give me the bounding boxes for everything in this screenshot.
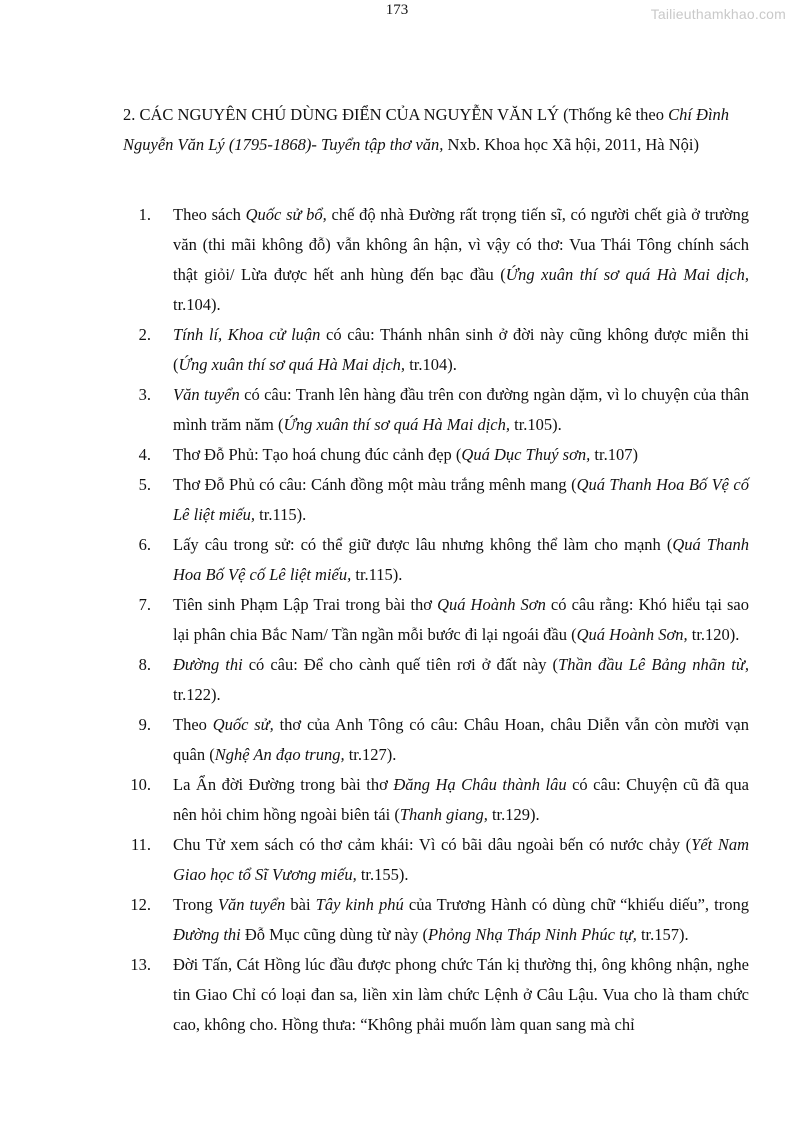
watermark: Tailieuthamkhao.com [650,6,786,22]
list-item: 3. Văn tuyển có câu: Tranh lên hàng đầu trên con đường ngàn dặm, vì lo chuyện của thân mình trăm năm (Ứng xuân thí sơ quá Hà Mai dịch, tr.105). [138,385,749,434]
notes-list [123,200,749,1040]
section-heading: 2. CÁC NGUYÊN CHÚ DÙNG ĐIỂN CỦA NGUYỄN VĂN LÝ (Thống kê theo Chí Đình Nguyễn Văn Lý (1795-1868)- Tuyển tập thơ văn, Nxb. Khoa học Xã hội, 2011, Hà Nội) [123,105,730,154]
page-number: 173 [385,2,409,18]
list-item: 12. Trong Văn tuyển bài Tây kinh phú của Trương Hành có dùng chữ “khiếu diếu”, trong Đường thi Đỗ Mục cũng dùng từ này (Phỏng Nhạ Tháp Ninh Phúc tự, tr.157). [130,895,749,944]
list-item: 6. Lấy câu trong sử: có thể giữ được lâu nhưng không thể làm cho mạnh (Quá Thanh Hoa Bố Vệ cố Lê liệt miếu, tr.115). [138,535,749,584]
list-item: 1. Theo sách Quốc sử bổ, chế độ nhà Đường rất trọng tiến sĩ, có người chết già ở trường văn (thi mãi không đỗ) vẫn không ân hận, vì vậy có thơ: Vua Thái Tông chính sách thật giỏi/ Lừa được hết anh hùng đến bạc đầu (Ứng xuân thí sơ quá Hà Mai dịch, tr.104). [138,205,750,314]
list-item: 7. Tiên sinh Phạm Lập Trai trong bài thơ Quá Hoành Sơn có câu rằng: Khó hiểu tại sao lại phân chia Bắc Nam/ Tần ngần mỗi bước đi lại ngoái đầu (Quá Hoành Sơn, tr.120). [138,595,749,644]
list-item: 10. La Ẩn đời Đường trong bài thơ Đăng Hạ Châu thành lâu có câu: Chuyện cũ đã qua nên hỏi chim hồng ngoài biên tái (Thanh giang, tr.129). [130,775,749,824]
list-item: 5. Thơ Đỗ Phủ có câu: Cánh đồng một màu trắng mênh mang (Quá Thanh Hoa Bố Vệ cố Lê liệt miếu, tr.115). [138,475,749,524]
list-item: 8. Đường thi có câu: Để cho cành quế tiên rơi ở đất này (Thần đầu Lê Bảng nhãn từ, tr.122). [138,655,749,704]
list-item: 11. Chu Tử xem sách có thơ cảm khái: Vì có bãi dâu ngoài bến có nước chảy (Yết Nam Giao học tổ Sĩ Vương miếu, tr.155). [130,835,749,884]
list-item: 4. Thơ Đỗ Phủ: Tạo hoá chung đúc cảnh đẹp (Quá Dục Thuý sơn, tr.107) [138,445,638,464]
list-item: 9. Theo Quốc sử, thơ của Anh Tông có câu: Châu Hoan, châu Diễn vẫn còn mười vạn quân (Nghệ An đạo trung, tr.127). [138,715,749,764]
list-item: 2. Tính lí, Khoa cử luận có câu: Thánh nhân sinh ở đời này cũng không được miễn thi (Ứng xuân thí sơ quá Hà Mai dịch, tr.104). [138,325,750,374]
list-item: 13. Đời Tấn, Cát Hồng lúc đầu được phong chức Tán kị thường thị, ông không nhận, nghe tin Giao Chỉ có loại đan sa, liền xin làm chức Lệnh ở Câu Lậu. Vua cho là tham chức cao, không cho. Hồng thưa: “Không phải muốn làm quan sang mà chỉ [130,955,749,1034]
